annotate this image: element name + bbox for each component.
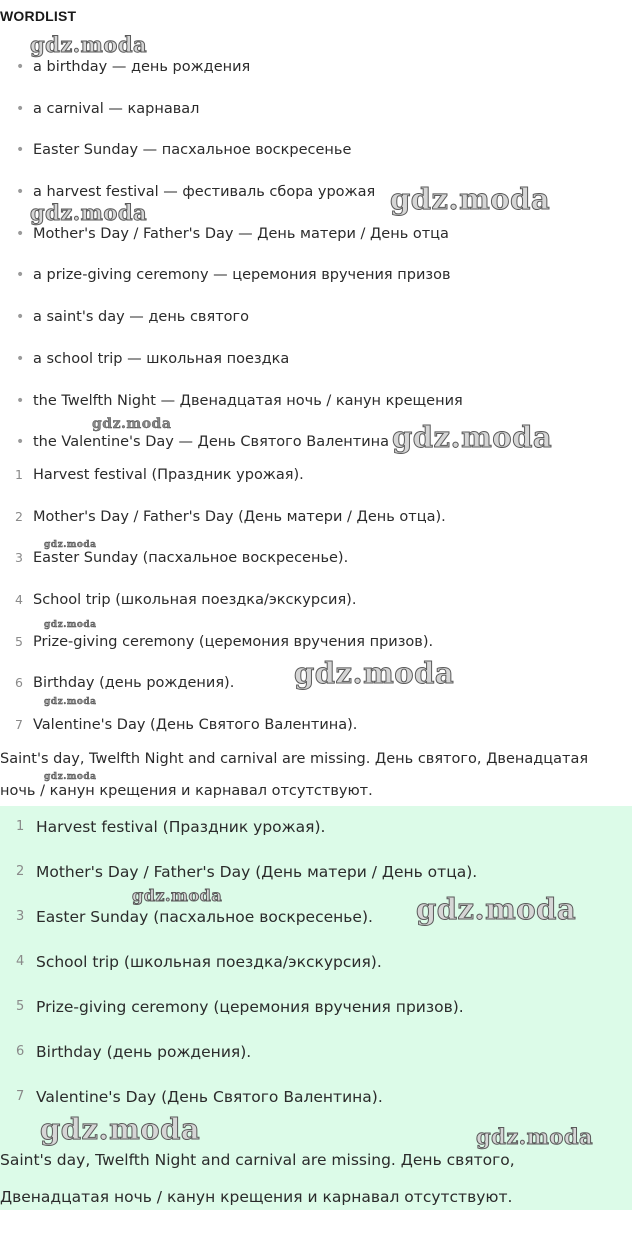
watermark: gdz.moda (30, 200, 148, 225)
missing-note-highlighted: Saint's day, Twelfth Night and carnival are missing. День святого, Двенадцатая ночь / канун крещения и карнавал отсутствуют. (0, 1151, 515, 1206)
item-number: 3 (15, 550, 23, 566)
item-number: 7 (15, 717, 23, 733)
answer-text: Prize-giving ceremony (церемония вручения призов). (36, 998, 464, 1016)
watermark: gdz.moda (40, 1112, 201, 1146)
answer-text: Harvest festival (Праздник урожая). (36, 818, 326, 836)
bullet-icon: • (16, 100, 25, 117)
watermark: gdz.moda (392, 420, 553, 454)
watermark: gdz.moda (30, 32, 148, 57)
item-number: 2 (15, 508, 23, 524)
watermark: gdz.moda (390, 182, 551, 216)
bullet-icon: • (16, 225, 25, 242)
answer-text: Birthday (день рождения). (33, 675, 235, 692)
answer-text: Birthday (день рождения). (36, 1043, 252, 1061)
answer-text: Mother's Day / Father's Day (День матери / День отца). (36, 863, 478, 881)
list-item-text: Mother's Day / Father's Day — День матери / День отца (33, 225, 449, 242)
watermark: gdz.moda (294, 656, 455, 690)
bullet-icon: • (16, 434, 25, 451)
watermark: gdz.moda (92, 416, 172, 432)
answer-item (0, 951, 632, 996)
answer-text: Valentine's Day (День Святого Валентина). (33, 717, 358, 734)
list-item (0, 139, 632, 181)
answer-item (0, 547, 632, 589)
list-item (0, 306, 632, 348)
list-item-text: a saint's day — день святого (33, 309, 250, 326)
item-number: 5 (15, 633, 23, 649)
list-item (0, 264, 632, 306)
list-item-text: a prize-giving ceremony — церемония вручения призов (33, 267, 451, 284)
missing-note: Saint's day, Twelfth Night and carnival are missing. День святого, Двенадцатая ночь / канун крещения и карнавал отсутствуют. (0, 751, 589, 799)
bullet-icon: • (16, 392, 25, 409)
list-item (0, 348, 632, 390)
wordlist-heading: WORDLIST (0, 8, 77, 24)
answer-text: School trip (школьная поездка/экскурсия). (33, 592, 357, 609)
watermark: gdz.moda (132, 886, 223, 905)
list-item-text: the Valentine's Day — День Святого Валентина (33, 434, 389, 451)
list-item-text: a carnival — карнавал (33, 100, 200, 117)
answer-text: Valentine's Day (День Святого Валентина). (36, 1088, 383, 1106)
list-item (0, 223, 632, 265)
bullet-icon: • (16, 350, 25, 367)
list-item-text: a school trip — школьная поездка (33, 350, 290, 367)
answer-item (0, 1041, 632, 1086)
watermark: gdz.moda (44, 620, 97, 630)
list-item (0, 56, 632, 98)
answer-item (0, 996, 632, 1041)
bullet-icon: • (16, 184, 25, 201)
item-number: 1 (15, 467, 23, 482)
bullet-icon: • (16, 59, 25, 75)
bullet-icon: • (16, 309, 25, 326)
answer-item (0, 464, 632, 506)
list-item-text: the Twelfth Night — Двенадцатая ночь / канун крещения (33, 392, 463, 409)
watermark: gdz.moda (416, 892, 577, 926)
item-number: 1 (16, 819, 25, 834)
answer-list (0, 464, 632, 756)
answer-text: School trip (школьная поездка/экскурсия). (36, 953, 382, 971)
bullet-icon: • (16, 142, 25, 159)
list-item-text: a harvest festival — фестиваль сбора урожая (33, 184, 376, 201)
answer-text: Harvest festival (Праздник урожая). (33, 467, 304, 483)
list-item (0, 98, 632, 140)
item-number: 5 (16, 999, 25, 1014)
answer-item (0, 816, 632, 861)
item-number: 4 (16, 954, 25, 969)
item-number: 4 (15, 592, 23, 608)
list-item-text: Easter Sunday — пасхальное воскресенье (33, 142, 352, 159)
watermark: gdz.moda (44, 540, 97, 550)
list-item-text: a birthday — день рождения (33, 59, 251, 75)
answer-text: Prize-giving ceremony (церемония вручения призов). (33, 633, 434, 650)
item-number: 7 (16, 1089, 25, 1104)
item-number: 3 (16, 909, 25, 924)
watermark: gdz.moda (44, 772, 97, 782)
answer-text: Easter Sunday (пасхальное воскресенье). (33, 550, 349, 567)
item-number: 6 (16, 1044, 25, 1059)
item-number: 2 (16, 864, 25, 879)
answer-list-highlighted (0, 816, 632, 1131)
answer-text: Mother's Day / Father's Day (День матери / День отца). (33, 508, 446, 525)
answer-text: Easter Sunday (пасхальное воскресенье). (36, 908, 373, 926)
item-number: 6 (15, 675, 23, 691)
wordlist (0, 56, 632, 473)
answer-box (0, 806, 632, 1210)
bullet-icon: • (16, 267, 25, 284)
watermark: gdz.moda (44, 697, 97, 707)
watermark: gdz.moda (476, 1124, 594, 1149)
